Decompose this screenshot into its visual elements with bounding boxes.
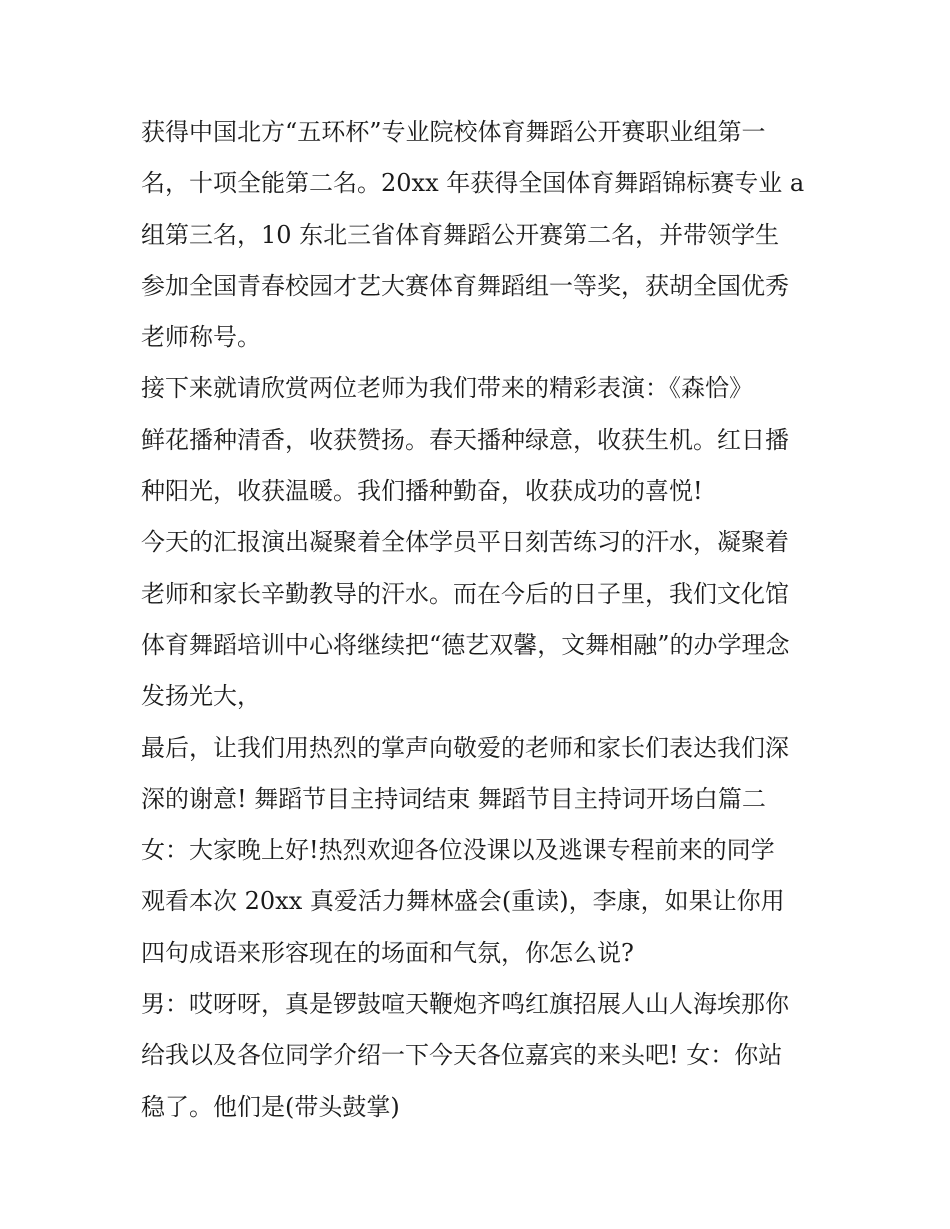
- text-line: 今天的汇报演出凝聚着全体学员平日刻苦练习的汗水，凝聚着: [141, 528, 789, 557]
- text-line: 观看本次 20xx 真爱活力舞林盛会(重读)，李康，如果让你用: [141, 887, 785, 916]
- text-line: 参加全国青春校园才艺大赛体育舞蹈组一等奖，获胡全国优秀: [141, 271, 789, 300]
- text-line: 男：哎呀呀，真是锣鼓喧天鞭炮齐鸣红旗招展人山人海埃那你: [141, 990, 789, 1019]
- text-line: 接下来就请欣赏两位老师为我们带来的精彩表演：《森恰》: [141, 374, 753, 403]
- text-line: 获得中国北方“五环杯”专业院校体育舞蹈公开赛职业组第一: [141, 118, 766, 146]
- text-line: 女：大家晚上好!热烈欢迎各位没课以及逃课专程前来的同学: [141, 836, 775, 865]
- text-line: 鲜花播种清香，收获赞扬。春天播种绿意，收获生机。红日播: [141, 425, 789, 454]
- text-line: 名，十项全能第二名。20xx 年获得全国体育舞蹈锦标赛专业 a: [141, 169, 805, 198]
- text-line: 体育舞蹈培训中心将继续把“德艺双馨，文舞相融”的办学理念: [141, 630, 790, 659]
- text-line: 种阳光，收获温暖。我们播种勤奋，收获成功的喜悦!: [141, 477, 703, 506]
- text-line: 老师和家长辛勤教导的汗水。而在今后的日子里，我们文化馆: [141, 579, 789, 608]
- text-line: 四句成语来形容现在的场面和气氛，你怎么说?: [141, 938, 634, 967]
- text-line: 发扬光大，: [141, 682, 261, 711]
- text-line: 老师称号。: [141, 323, 261, 352]
- text-line: 组第三名，10 东北三省体育舞蹈公开赛第二名，并带领学生: [141, 220, 780, 249]
- text-line: 深的谢意! 舞蹈节目主持词结束 舞蹈节目主持词开场白篇二: [141, 784, 766, 813]
- text-line: 给我以及各位同学介绍一下今天各位嘉宾的来头吧! 女：你站: [141, 1041, 783, 1070]
- text-line: 稳了。他们是(带头鼓掌): [141, 1092, 400, 1121]
- text-line: 最后，让我们用热烈的掌声向敬爱的老师和家长们表达我们深: [141, 733, 789, 762]
- document-body: [141, 107, 821, 1133]
